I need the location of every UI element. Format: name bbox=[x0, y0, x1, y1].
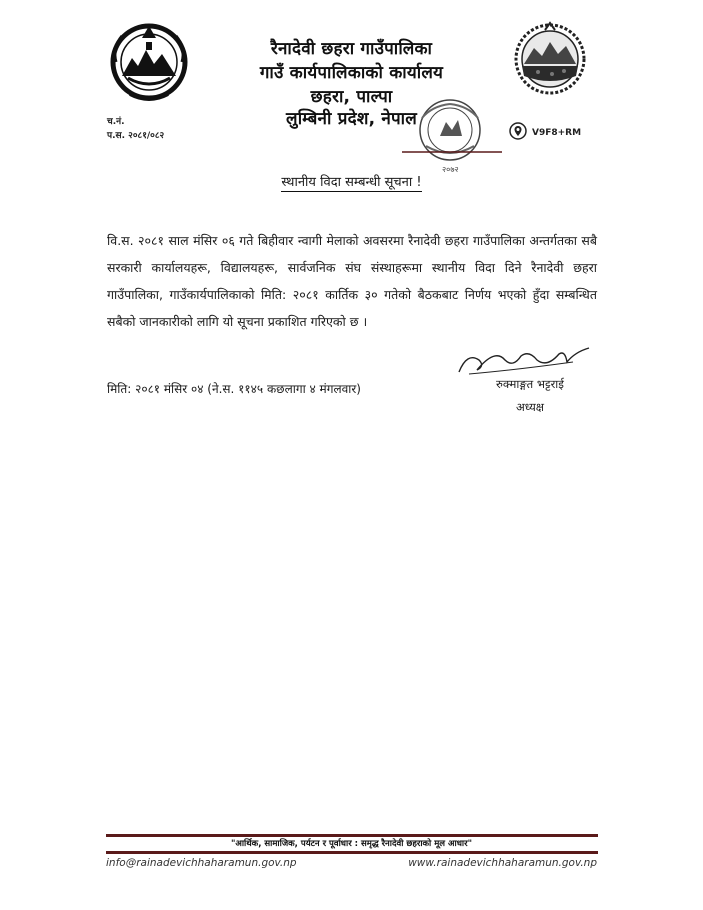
footer-divider-bottom bbox=[106, 851, 598, 854]
plus-code bbox=[509, 122, 581, 144]
fiscal-year-label: प.स. २०८१/०८२ bbox=[107, 131, 165, 141]
notice-body: वि.स. २०८१ साल मंसिर ०६ गते बिहीवार न्वागी मेलाको अवसरमा रैनादेवी छहरा गाउँपालिका अन्तर्गतका सबै सरकारी कार्यालयहरू, विद्यालयहरू, सार्वजनिक संघ संस्थाहरूमा स्थानीय विदा दिने रैनादेवी छहरा गाउँपालिका, गाउँकार्यपालिकाको मिति: २०८१ कार्तिक ३० गतेको बैठकबाट निर्णय भएको हुँदा सम्बन्धित सबैको जानकारीको लागि यो सूचना प्रकाशित गरिएको छ । bbox=[107, 233, 597, 329]
location-pin-icon bbox=[509, 122, 527, 144]
office-name: गाउँ कार्यपालिकाको कार्यालय bbox=[259, 63, 444, 83]
office-stamp bbox=[402, 96, 502, 178]
municipality-name: रैनादेवी छहरा गाउँपालिका bbox=[270, 39, 433, 59]
footer-divider-top bbox=[106, 834, 598, 837]
signature bbox=[455, 342, 595, 380]
signatory-title: अध्यक्ष bbox=[515, 400, 545, 414]
plus-code-text: V9F8+RM bbox=[532, 128, 582, 138]
notice-subject bbox=[0, 171, 703, 190]
reference-number-label: च.नं. bbox=[107, 117, 125, 127]
notice-date: मिति: २०८१ मंसिर ०४ (ने.स. ११४५ कछलागा ४ मंगलवार) bbox=[107, 382, 361, 396]
signatory-name: रुक्माङ्गत भट्टराई bbox=[496, 377, 564, 391]
footer-motto: "आर्थिक, सामाजिक, पर्यटन र पूर्वाधार : समृद्ध रैनादेवी छहराको मूल आधार" bbox=[230, 839, 473, 849]
footer-email[interactable]: info@rainadevichhaharamun.gov.np bbox=[106, 857, 297, 869]
footer-website[interactable]: www.rainadevichhaharamun.gov.np bbox=[408, 857, 597, 869]
province-country: लुम्बिनी प्रदेश, नेपाल bbox=[286, 109, 417, 129]
notice-subject-text: स्थानीय विदा सम्बन्धी सूचना ! bbox=[281, 175, 422, 190]
office-address: छहरा, पाल्पा bbox=[310, 87, 393, 107]
stamp-year: २०७२ bbox=[442, 165, 459, 174]
